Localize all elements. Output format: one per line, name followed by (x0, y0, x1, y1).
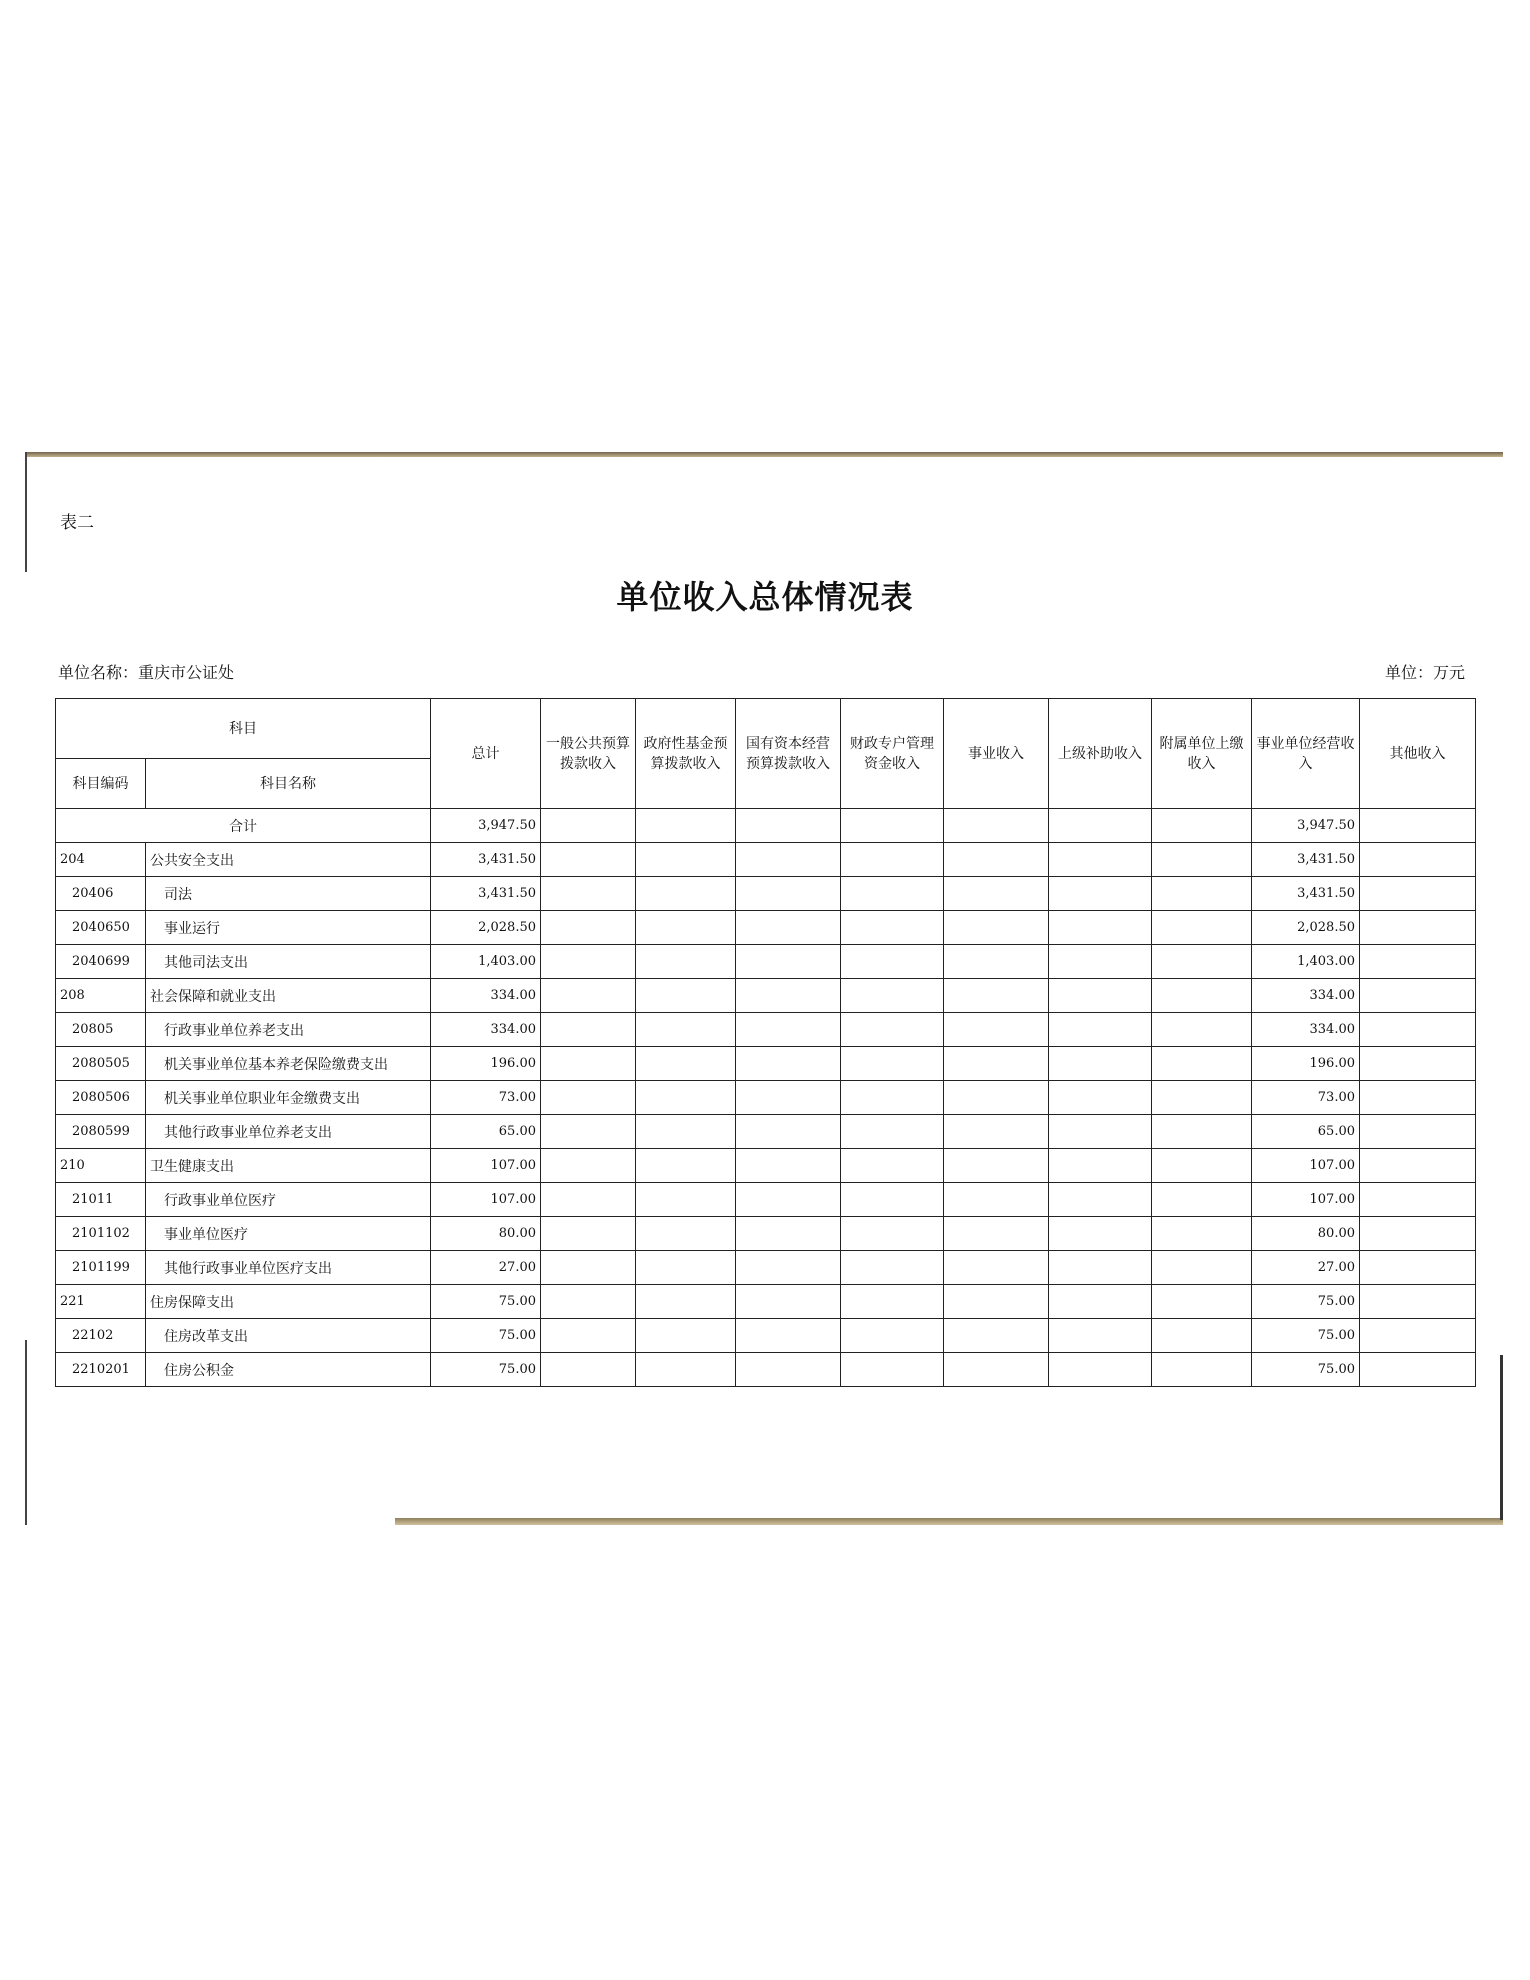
empty-cell (541, 877, 636, 911)
empty-cell (1049, 1183, 1152, 1217)
empty-cell (541, 1013, 636, 1047)
empty-cell (841, 1013, 944, 1047)
table-row (56, 911, 1476, 945)
empty-cell (944, 1319, 1049, 1353)
scan-border-top (25, 452, 1503, 457)
empty-cell (1360, 1081, 1476, 1115)
row-operating-income: 75.00 (1252, 1285, 1360, 1319)
subject-code: 208 (56, 979, 146, 1013)
empty-cell (841, 1217, 944, 1251)
table-row (56, 979, 1476, 1013)
empty-cell (541, 1285, 636, 1319)
row-total: 107.00 (431, 1149, 541, 1183)
header-superior-subsidy: 上级补助收入 (1049, 699, 1152, 809)
subject-name: 其他行政事业单位医疗支出 (146, 1251, 431, 1285)
subject-name: 住房公积金 (146, 1353, 431, 1387)
total-row (56, 809, 1476, 843)
total-label: 合计 (56, 809, 431, 843)
subject-code: 221 (56, 1285, 146, 1319)
empty-cell (944, 1285, 1049, 1319)
empty-cell (944, 843, 1049, 877)
row-total: 3,431.50 (431, 843, 541, 877)
empty-cell (1360, 979, 1476, 1013)
empty-cell (1049, 1217, 1152, 1251)
table-row (56, 1013, 1476, 1047)
empty-cell (1049, 911, 1152, 945)
subject-name: 机关事业单位基本养老保险缴费支出 (146, 1047, 431, 1081)
row-operating-income: 107.00 (1252, 1149, 1360, 1183)
empty-cell (541, 1353, 636, 1387)
empty-cell (736, 1353, 841, 1387)
empty-cell (541, 1217, 636, 1251)
row-total: 107.00 (431, 1183, 541, 1217)
table-row (56, 1115, 1476, 1149)
subject-code: 2080506 (56, 1081, 146, 1115)
empty-cell (736, 843, 841, 877)
subject-name: 司法 (146, 877, 431, 911)
empty-cell (944, 1149, 1049, 1183)
empty-cell (944, 1353, 1049, 1387)
empty-cell (636, 911, 736, 945)
empty-cell (1049, 1251, 1152, 1285)
table-row (56, 1081, 1476, 1115)
header-operating-income: 事业单位经营收入 (1252, 699, 1360, 809)
subject-code: 20805 (56, 1013, 146, 1047)
row-total: 2,028.50 (431, 911, 541, 945)
row-operating-income: 2,028.50 (1252, 911, 1360, 945)
subject-name: 行政事业单位养老支出 (146, 1013, 431, 1047)
empty-cell (841, 1149, 944, 1183)
empty-cell (636, 1115, 736, 1149)
header-total: 总计 (431, 699, 541, 809)
empty-cell (1152, 911, 1252, 945)
row-total: 334.00 (431, 1013, 541, 1047)
empty-cell (841, 1353, 944, 1387)
empty-cell (1360, 1115, 1476, 1149)
empty-cell (944, 911, 1049, 945)
row-operating-income: 3,431.50 (1252, 877, 1360, 911)
header-fiscal-special: 财政专户管理资金收入 (841, 699, 944, 809)
row-operating-income: 107.00 (1252, 1183, 1360, 1217)
subject-code: 22102 (56, 1319, 146, 1353)
header-business-income: 事业收入 (944, 699, 1049, 809)
subject-code: 2210201 (56, 1353, 146, 1387)
empty-cell (841, 911, 944, 945)
empty-cell (841, 1115, 944, 1149)
total-operating-value: 3,947.50 (1252, 809, 1360, 843)
empty-cell (1360, 1251, 1476, 1285)
empty-cell (636, 1149, 736, 1183)
empty-cell (841, 945, 944, 979)
empty-cell (1152, 1285, 1252, 1319)
empty-cell (1152, 979, 1252, 1013)
header-gov-fund: 政府性基金预算拨款收入 (636, 699, 736, 809)
empty-cell (1049, 1081, 1152, 1115)
empty-cell (636, 945, 736, 979)
table-row (56, 1047, 1476, 1081)
row-total: 27.00 (431, 1251, 541, 1285)
empty-cell (944, 1183, 1049, 1217)
subject-code: 2101102 (56, 1217, 146, 1251)
empty-cell (841, 843, 944, 877)
empty-cell (1152, 1115, 1252, 1149)
subject-code: 20406 (56, 877, 146, 911)
empty-cell (1049, 1013, 1152, 1047)
subject-code: 2101199 (56, 1251, 146, 1285)
empty-cell (541, 911, 636, 945)
empty-cell (1049, 877, 1152, 911)
row-operating-income: 65.00 (1252, 1115, 1360, 1149)
row-total: 3,431.50 (431, 877, 541, 911)
empty-cell (736, 945, 841, 979)
row-operating-income: 75.00 (1252, 1319, 1360, 1353)
subject-name: 公共安全支出 (146, 843, 431, 877)
empty-cell (636, 1217, 736, 1251)
subject-name: 事业单位医疗 (146, 1217, 431, 1251)
subject-name: 社会保障和就业支出 (146, 979, 431, 1013)
row-total: 75.00 (431, 1319, 541, 1353)
empty-cell (736, 911, 841, 945)
table-row (56, 1251, 1476, 1285)
subject-code: 2080505 (56, 1047, 146, 1081)
empty-cell (636, 877, 736, 911)
empty-cell (736, 1149, 841, 1183)
empty-cell (541, 1251, 636, 1285)
row-total: 75.00 (431, 1285, 541, 1319)
row-operating-income: 73.00 (1252, 1081, 1360, 1115)
empty-cell (541, 1149, 636, 1183)
row-total: 75.00 (431, 1353, 541, 1387)
table-row (56, 843, 1476, 877)
row-operating-income: 1,403.00 (1252, 945, 1360, 979)
empty-cell (1360, 1217, 1476, 1251)
empty-cell (1360, 877, 1476, 911)
row-operating-income: 196.00 (1252, 1047, 1360, 1081)
empty-cell (1152, 945, 1252, 979)
empty-cell (1152, 1319, 1252, 1353)
empty-cell (636, 1081, 736, 1115)
empty-cell (1152, 877, 1252, 911)
empty-cell (841, 1319, 944, 1353)
empty-cell (1360, 1353, 1476, 1387)
empty-cell (636, 1319, 736, 1353)
empty-cell (1152, 1081, 1252, 1115)
table-row (56, 877, 1476, 911)
empty-cell (736, 979, 841, 1013)
income-table (55, 698, 1476, 1387)
table-row (56, 1217, 1476, 1251)
subject-name: 卫生健康支出 (146, 1149, 431, 1183)
empty-cell (1360, 1285, 1476, 1319)
empty-cell (541, 1081, 636, 1115)
empty-cell (1152, 1353, 1252, 1387)
empty-cell (1049, 979, 1152, 1013)
empty-cell (541, 843, 636, 877)
empty-cell (944, 1013, 1049, 1047)
row-operating-income: 3,431.50 (1252, 843, 1360, 877)
empty-cell (736, 1251, 841, 1285)
empty-cell (1360, 911, 1476, 945)
table-row (56, 1285, 1476, 1319)
empty-cell (841, 1081, 944, 1115)
empty-cell (1049, 843, 1152, 877)
empty-cell (736, 877, 841, 911)
header-general-budget: 一般公共预算拨款收入 (541, 699, 636, 809)
subject-code: 21011 (56, 1183, 146, 1217)
row-operating-income: 75.00 (1252, 1353, 1360, 1387)
empty-cell (736, 1013, 841, 1047)
subject-code: 210 (56, 1149, 146, 1183)
empty-cell (1360, 1149, 1476, 1183)
empty-cell (636, 1183, 736, 1217)
sheet-label: 表二 (60, 513, 94, 533)
empty-cell (1152, 1183, 1252, 1217)
subject-code: 2040699 (56, 945, 146, 979)
empty-cell (541, 945, 636, 979)
empty-cell (1049, 1047, 1152, 1081)
subject-name: 住房保障支出 (146, 1285, 431, 1319)
empty-cell (541, 1115, 636, 1149)
empty-cell (736, 1047, 841, 1081)
header-subject-code: 科目编码 (56, 759, 146, 809)
empty-cell (1049, 1285, 1152, 1319)
empty-cell (736, 1285, 841, 1319)
row-total: 196.00 (431, 1047, 541, 1081)
table-row (56, 945, 1476, 979)
row-total: 1,403.00 (431, 945, 541, 979)
empty-cell (1360, 945, 1476, 979)
empty-cell (841, 1251, 944, 1285)
page-title: 单位收入总体情况表 (616, 578, 914, 616)
empty-cell (944, 979, 1049, 1013)
subject-code: 2080599 (56, 1115, 146, 1149)
empty-cell (736, 1217, 841, 1251)
empty-cell (1152, 1047, 1252, 1081)
empty-cell (541, 1047, 636, 1081)
scan-border-right (1500, 1355, 1503, 1520)
empty-cell (736, 1081, 841, 1115)
row-total: 80.00 (431, 1217, 541, 1251)
unit-name: 单位名称：重庆市公证处 (58, 663, 235, 682)
empty-cell (841, 979, 944, 1013)
empty-cell (736, 1115, 841, 1149)
empty-cell (636, 979, 736, 1013)
header-affiliated-income: 附属单位上缴收入 (1152, 699, 1252, 809)
empty-cell (1360, 1047, 1476, 1081)
empty-cell (541, 1183, 636, 1217)
subject-name: 其他司法支出 (146, 945, 431, 979)
table-row (56, 1149, 1476, 1183)
empty-cell (736, 1319, 841, 1353)
empty-cell (1049, 1149, 1152, 1183)
empty-cell (1152, 1149, 1252, 1183)
empty-cell (1360, 843, 1476, 877)
row-operating-income: 334.00 (1252, 979, 1360, 1013)
scan-border-left-lower (25, 1340, 27, 1525)
header-state-capital: 国有资本经营预算拨款收入 (736, 699, 841, 809)
empty-cell (944, 1115, 1049, 1149)
empty-cell (1152, 1251, 1252, 1285)
empty-cell (841, 1047, 944, 1081)
empty-cell (841, 877, 944, 911)
empty-cell (1152, 843, 1252, 877)
empty-cell (736, 1183, 841, 1217)
row-total: 65.00 (431, 1115, 541, 1149)
subject-name: 行政事业单位医疗 (146, 1183, 431, 1217)
scan-border-left (25, 452, 27, 572)
empty-cell (1049, 1319, 1152, 1353)
subject-code: 2040650 (56, 911, 146, 945)
subject-name: 住房改革支出 (146, 1319, 431, 1353)
empty-cell (944, 1047, 1049, 1081)
empty-cell (1152, 1217, 1252, 1251)
empty-cell (841, 1183, 944, 1217)
empty-cell (944, 1251, 1049, 1285)
empty-cell (636, 843, 736, 877)
empty-cell (1049, 945, 1152, 979)
row-total: 334.00 (431, 979, 541, 1013)
empty-cell (944, 1217, 1049, 1251)
empty-cell (541, 1319, 636, 1353)
empty-cell (636, 1251, 736, 1285)
table-row (56, 1319, 1476, 1353)
empty-cell (944, 945, 1049, 979)
unit-label: 单位：万元 (1385, 663, 1466, 682)
header-other-income: 其他收入 (1360, 699, 1476, 809)
table-row (56, 1353, 1476, 1387)
header-subject: 科目 (56, 699, 431, 759)
subject-name: 机关事业单位职业年金缴费支出 (146, 1081, 431, 1115)
empty-cell (636, 1353, 736, 1387)
empty-cell (1049, 1353, 1152, 1387)
scan-border-bottom (395, 1518, 1503, 1525)
empty-cell (1360, 1013, 1476, 1047)
empty-cell (1152, 1013, 1252, 1047)
total-value: 3,947.50 (431, 809, 541, 843)
empty-cell (944, 1081, 1049, 1115)
empty-cell (841, 1285, 944, 1319)
empty-cell (1360, 1183, 1476, 1217)
subject-name: 事业运行 (146, 911, 431, 945)
row-total: 73.00 (431, 1081, 541, 1115)
row-operating-income: 27.00 (1252, 1251, 1360, 1285)
empty-cell (1360, 1319, 1476, 1353)
row-operating-income: 80.00 (1252, 1217, 1360, 1251)
empty-cell (541, 979, 636, 1013)
empty-cell (636, 1285, 736, 1319)
subject-name: 其他行政事业单位养老支出 (146, 1115, 431, 1149)
table-row (56, 1183, 1476, 1217)
empty-cell (1049, 1115, 1152, 1149)
empty-cell (636, 1047, 736, 1081)
empty-cell (636, 1013, 736, 1047)
empty-cell (944, 877, 1049, 911)
header-subject-name: 科目名称 (146, 759, 431, 809)
subject-code: 204 (56, 843, 146, 877)
row-operating-income: 334.00 (1252, 1013, 1360, 1047)
